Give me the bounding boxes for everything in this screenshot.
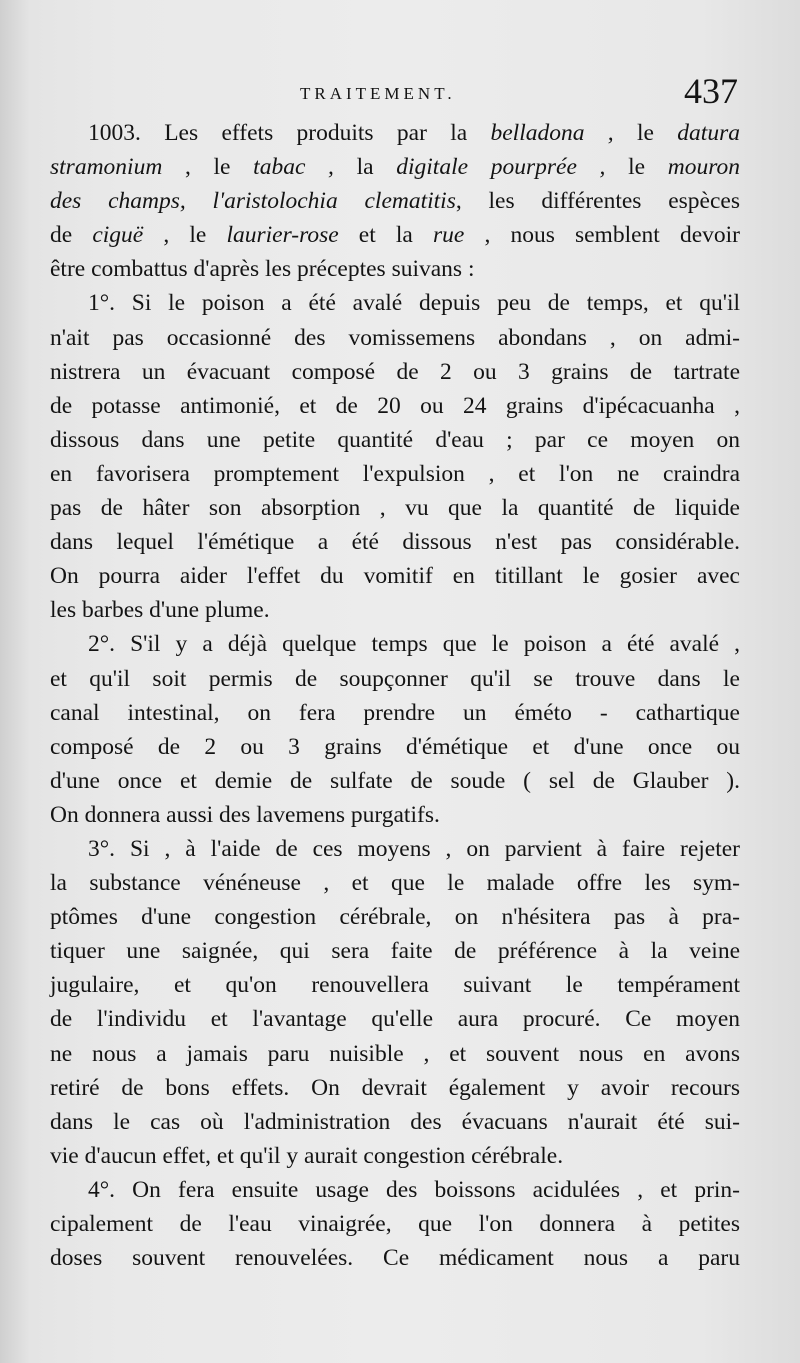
text-segment: dans le cas où l'administration des évacuans n'aurait été sui- xyxy=(50,1108,740,1135)
text-segment: tiquer une saignée, qui sera faite de préférence à la veine xyxy=(50,938,740,965)
page-number: 437 xyxy=(684,71,738,111)
text-line xyxy=(50,491,740,525)
text-line xyxy=(50,355,740,389)
text-segment: 2°. S'il y a déjà quelque temps que le poison a été avalé , xyxy=(88,631,740,658)
text-line xyxy=(50,662,740,696)
text-line xyxy=(50,627,740,661)
text-segment: 4°. On fera ensuite usage des boissons acidulées , et prin- xyxy=(88,1176,740,1203)
text-line xyxy=(50,696,740,730)
text-segment: de xyxy=(50,222,93,249)
text-line xyxy=(50,1207,740,1241)
text-segment: ne nous a jamais paru nuisible , et souvent nous en avons xyxy=(50,1040,740,1067)
text-line xyxy=(50,968,740,1002)
text-line xyxy=(50,1139,740,1173)
text-line xyxy=(50,866,740,900)
text-line xyxy=(50,1002,740,1036)
text-segment: nistrera un évacuant composé de 2 ou 3 grains de tartrate xyxy=(50,358,740,385)
text-line xyxy=(50,218,740,252)
body-text xyxy=(50,116,740,1275)
text-segment: , les différentes espèces xyxy=(455,188,740,215)
text-segment: le xyxy=(613,120,678,146)
text-segment: canal intestinal, on fera prendre un éméto - cathartique xyxy=(50,699,740,726)
text-line xyxy=(50,559,740,593)
text-segment: , nous semblent devoir xyxy=(464,222,740,249)
text-line xyxy=(50,1037,740,1071)
text-line xyxy=(50,150,740,184)
text-segment: On donnera aussi des lavemens purgatifs. xyxy=(50,801,440,828)
text-segment: jugulaire, et qu'on renouvellera suivant le tempérament xyxy=(50,972,740,999)
text-segment: retiré de bons effets. On devrait également y avoir recours xyxy=(50,1074,740,1101)
text-line xyxy=(50,389,740,423)
text-line xyxy=(50,1173,740,1207)
text-line xyxy=(50,286,740,320)
text-segment: 1°. Si le poison a été avalé depuis peu de temps, et qu'il xyxy=(88,290,740,317)
text-segment: la xyxy=(333,154,397,181)
text-line xyxy=(50,321,740,355)
text-line xyxy=(50,457,740,491)
italic-term: ciguë xyxy=(92,222,144,249)
text-segment: de potasse antimonié, et de 20 ou 24 grains d'ipécacuanha , xyxy=(50,392,740,419)
text-line xyxy=(50,252,740,286)
italic-term: belladona , xyxy=(490,120,614,146)
italic-term: stramonium xyxy=(50,154,163,181)
text-segment: dissous dans une petite quantité d'eau ; par ce moyen on xyxy=(50,426,740,453)
text-segment: doses souvent renouvelées. Ce médicament nous a paru xyxy=(50,1245,740,1272)
text-line xyxy=(50,525,740,559)
text-line xyxy=(50,900,740,934)
italic-term: des champs, l'aristolochia clematitis xyxy=(50,188,456,215)
text-line xyxy=(50,593,740,627)
text-line xyxy=(50,1105,740,1139)
text-line xyxy=(50,934,740,968)
italic-term: datura xyxy=(677,120,740,146)
text-segment: et qu'il soit permis de soupçonner qu'il se trouve dans le xyxy=(50,665,740,692)
text-line xyxy=(50,423,740,457)
text-line xyxy=(50,798,740,832)
text-segment: d'une once et demie de sulfate de soude ( sel de Glauber ). xyxy=(50,767,740,794)
text-segment: dans lequel l'émétique a été dissous n'est pas considérable. xyxy=(50,529,740,556)
running-title: TRAITEMENT. xyxy=(300,84,456,103)
text-segment: composé de 2 ou 3 grains d'émétique et d'une once ou xyxy=(50,733,740,760)
text-segment: les barbes d'une plume. xyxy=(50,597,270,624)
text-segment: 1003. Les effets produits par la xyxy=(88,120,491,146)
text-segment: et la xyxy=(338,222,433,249)
italic-term: rue xyxy=(432,222,465,249)
text-segment: être combattus d'après les préceptes suivans : xyxy=(50,256,475,283)
text-line xyxy=(50,116,740,150)
text-segment: de l'individu et l'avantage qu'elle aura procuré. Ce moyen xyxy=(50,1006,740,1033)
italic-term: laurier-rose xyxy=(226,222,339,249)
text-line xyxy=(50,1071,740,1105)
text-segment: pas de hâter son absorption , vu que la quantité de liquide xyxy=(50,495,740,522)
text-segment: le xyxy=(605,154,668,181)
text-line xyxy=(50,184,740,218)
text-segment: n'ait pas occasionné des vomissemens abondans , on admi- xyxy=(50,324,740,351)
text-line xyxy=(50,1241,740,1275)
text-segment: la substance vénéneuse , et que le malade offre les sym- xyxy=(50,870,740,897)
text-segment: , le xyxy=(162,154,254,181)
text-segment: On pourra aider l'effet du vomitif en titillant le gosier avec xyxy=(50,563,740,590)
text-line xyxy=(50,764,740,798)
text-segment: , le xyxy=(143,222,227,249)
text-segment: 3°. Si , à l'aide de ces moyens , on parvient à faire rejeter xyxy=(88,835,740,862)
text-segment: en favorisera promptement l'expulsion , et l'on ne craindra xyxy=(50,460,740,487)
text-segment: ptômes d'une congestion cérébrale, on n'hésitera pas à pra- xyxy=(50,904,740,931)
italic-term: mouron xyxy=(667,154,740,181)
text-segment: vie d'aucun effet, et qu'il y aurait congestion cérébrale. xyxy=(50,1142,564,1169)
italic-term: digitale pourprée , xyxy=(396,154,606,181)
text-segment: cipalement de l'eau vinaigrée, que l'on donnera à petites xyxy=(50,1211,740,1237)
text-line xyxy=(50,730,740,764)
italic-term: tabac , xyxy=(253,154,334,181)
text-line xyxy=(50,832,740,866)
